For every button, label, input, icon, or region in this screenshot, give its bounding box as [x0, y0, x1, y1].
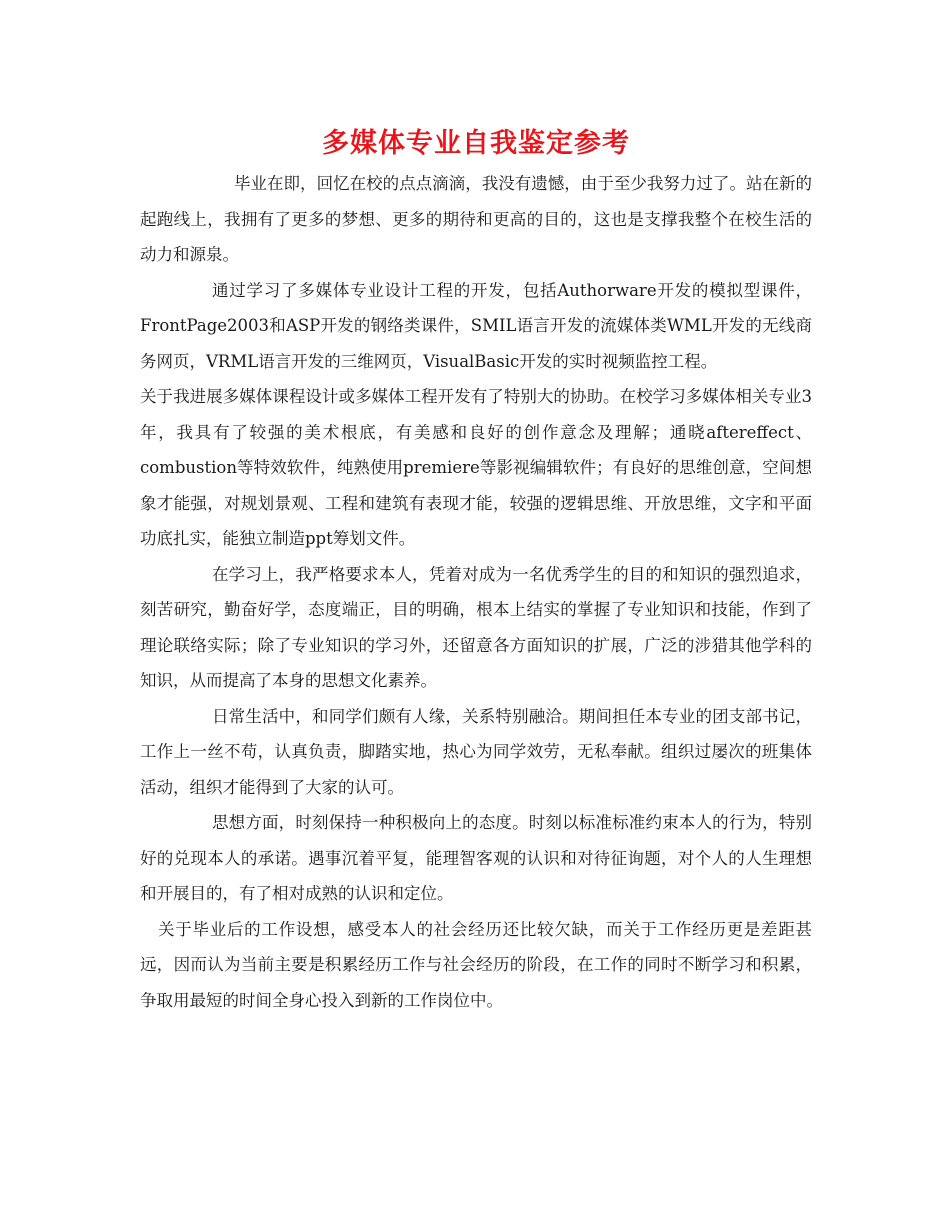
paragraph-study: 在学习上，我严格要求本人，凭着对成为一名优秀学生的目的和知识的强烈追求，刻苦研究，勤奋好学，态度端正，目的明确，根本上结实的掌握了专业知识和技能，作到了理论联络实际；除了专业知识的学习外，还留意各方面知识的扩展，广泛的涉猎其他学科的知识，从而提高了本身的思想文化素养。 [140, 564, 812, 690]
document-page [140, 124, 812, 1018]
paragraph-project-development: 通过学习了多媒体专业设计工程的开发，包括Authorware开发的模拟型课件，FrontPage2003和ASP开发的钢络类课件，SMIL语言开发的流媒体类WML开发的无线商务网页，VRML语言开发的三维网页，VisualBasic开发的实时视频监控工程。 [140, 280, 812, 371]
paragraph-ideology: 思想方面，时刻保持一种积极向上的态度。时刻以标准标准约束本人的行为，特别好的兑现本人的承诺。遇事沉着平复，能理智客观的认识和对待征询题，对个人的人生理想和开展目的，有了相对成熟的认识和定位。 [140, 813, 812, 903]
document-title: 多媒体专业自我鉴定参考 [322, 128, 630, 159]
paragraph-daily-life: 日常生活中，和同学们颇有人缘，关系特别融洽。期间担任本专业的团支部书记，工作上一丝不苟，认真负责，脚踏实地，热心为同学效劳，无私奉献。组织过屡次的班集体活动，组织才能得到了大家的认可。 [140, 706, 812, 797]
paragraph-skills: 关于我进展多媒体课程设计或多媒体工程开发有了特别大的协助。在校学习多媒体相关专业3年，我具有了较强的美术根底，有美感和良好的创作意念及理解；通晓aftereffect、combustion等特效软件，纯熟使用premiere等影视编辑软件；有良好的思维创意，空间想象才能强，对规划景观、工程和建筑有表现才能，较强的逻辑思维、开放思维，文字和平面功底扎实，能独立制造ppt筹划文件。 [140, 387, 812, 548]
paragraph-career-plan: 关于毕业后的工作设想，感受本人的社会经历还比较欠缺，而关于工作经历更是差距甚远，因而认为当前主要是积累经历工作与社会经历的阶段，在工作的同时不断学习和积累，争取用最短的时间全身心投入到新的工作岗位中。 [140, 919, 812, 1010]
paragraph-graduation-reflection: 毕业在即，回忆在校的点点滴滴，我没有遗憾，由于至少我努力过了。站在新的起跑线上，我拥有了更多的梦想、更多的期待和更高的目的，这也是支撑我整个在校生活的动力和源泉。 [140, 174, 812, 264]
